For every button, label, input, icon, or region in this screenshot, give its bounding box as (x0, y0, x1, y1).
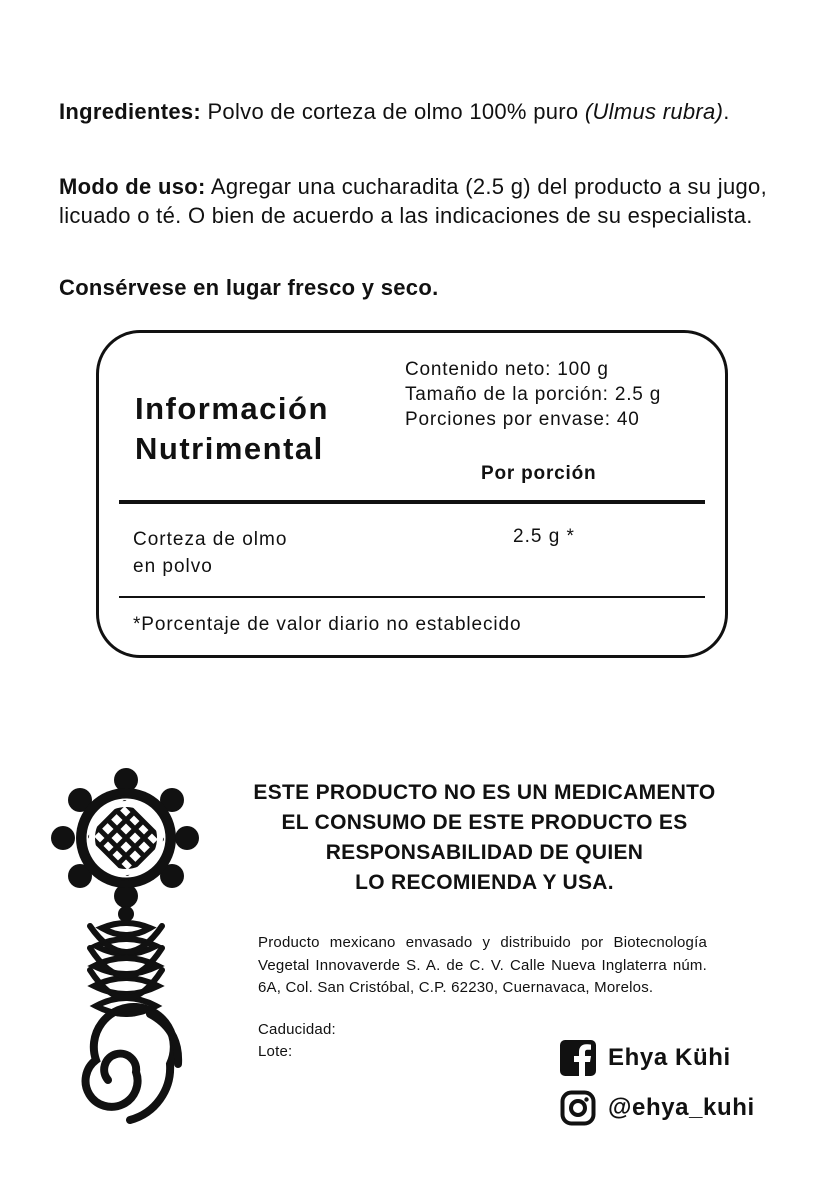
brand-symbol-icon (50, 768, 200, 1128)
ingredients-label: Ingredientes: (59, 99, 202, 124)
facebook-handle (560, 1040, 731, 1076)
nutrition-facts-box (96, 330, 728, 658)
nutrition-title-line2: Nutrimental (135, 431, 324, 466)
warning-line3: RESPONSABILIDAD DE QUIEN (325, 841, 644, 864)
warning-line1: ESTE PRODUCTO NO ES UN MEDICAMENTO (253, 781, 716, 804)
table-divider-thick (119, 500, 705, 504)
usage-label: Modo de uso: (59, 174, 206, 199)
warning-line2: EL CONSUMO DE ESTE PRODUCTO ES (281, 811, 688, 834)
instagram-handle (560, 1090, 755, 1126)
nutrition-title-line1: Información (135, 391, 329, 426)
lot-label: Lote: (258, 1043, 293, 1060)
instagram-label: @ehya_kuhi (608, 1094, 755, 1121)
ingredients-paragraph (59, 97, 767, 126)
ingredients-text: Polvo de corteza de olmo 100% puro (201, 99, 585, 124)
ingredients-latin-name: (Ulmus rubra) (584, 99, 724, 124)
facebook-label: Ehya Kühi (608, 1044, 731, 1071)
instagram-icon (560, 1090, 596, 1126)
expiry-label: Caducidad: (258, 1021, 336, 1038)
producer-info: Producto mexicano envasado y distribuido por Biotecnología Vegetal Innovaverde S. A. de C. V. Calle Nueva Inglaterra núm. 6A, Col. San Cristóbal, C.P. 62230, Cuernavaca, Morelos. (258, 934, 707, 996)
usage-text: Agregar una cucharadita (2.5 g) del producto a su jugo, licuado o té. O bien de acuerdo a las indicaciones de su especialista. (59, 174, 767, 228)
legal-warning (212, 778, 757, 898)
per-serving-header: Por porción (481, 463, 597, 484)
nutrient-row-name (133, 526, 287, 580)
nutrition-title (135, 389, 329, 469)
facebook-icon (560, 1040, 596, 1076)
serving-size: Tamaño de la porción: 2.5 g (405, 384, 662, 405)
net-content: Contenido neto: 100 g (405, 359, 609, 380)
nutrient-name-line1: Corteza de olmo (133, 529, 288, 550)
warning-line4: LO RECOMIENDA Y USA. (355, 871, 614, 894)
nutrition-meta (405, 357, 661, 432)
servings-per-container: Porciones por envase: 40 (405, 409, 640, 430)
table-divider-thin (119, 596, 705, 598)
nutrient-name-line2: en polvo (133, 556, 213, 577)
usage-paragraph (59, 172, 767, 230)
nutrient-row-value: 2.5 g * (513, 526, 575, 547)
storage-instructions: Consérvese en lugar fresco y seco. (59, 275, 439, 300)
nutrition-footnote: *Porcentaje de valor diario no establecido (133, 614, 522, 635)
ingredients-end: . (723, 99, 730, 124)
